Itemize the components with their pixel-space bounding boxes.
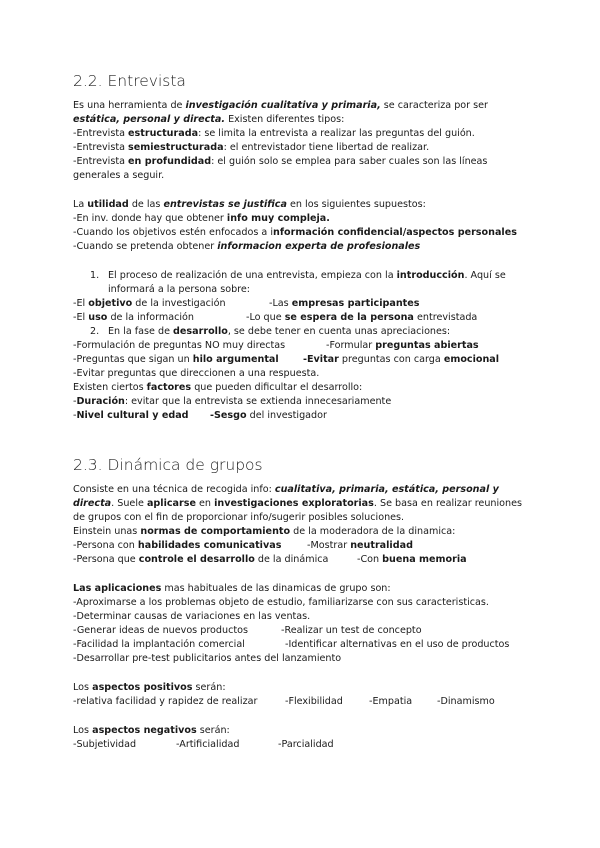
list-item: -Aproximarse a los problemas objeto de estudio, familiarizarse con sus caracteristicas.: [73, 597, 489, 608]
paragraph-line: directa. Suele aplicarse en investigaciones exploratorias. Se basa en realizar reuniones: [73, 498, 523, 509]
list-item: -Las empresas participantes: [269, 298, 420, 309]
paragraph-line: estática, personal y directa. Existen diferentes tipos:: [73, 114, 345, 125]
list-number: 2.: [90, 326, 100, 337]
list-item: -En inv. donde hay que obtener info muy compleja.: [73, 213, 330, 224]
numbered-item: En la fase de desarrollo, se debe tener en cuenta unas apreciaciones:: [108, 326, 451, 337]
paragraph-line: Es una herramienta de investigación cualitativa y primaria, se caracteriza por ser: [73, 100, 489, 111]
list-item: -Subjetividad: [73, 739, 137, 750]
list-item: -Identificar alternativas en el uso de productos: [285, 639, 510, 650]
section-heading-dinamica-de-grupos: 2.3. Dinámica de grupos: [73, 456, 263, 474]
paragraph-line: La utilidad de las entrevistas se justifica en los siguientes supuestos:: [73, 199, 426, 210]
list-item: -Entrevista en profundidad: el guión solo se emplea para saber cuales son las líneas: [73, 156, 488, 167]
list-item: -Cuando se pretenda obtener informacion experta de profesionales: [73, 241, 421, 252]
paragraph-line: Einstein unas normas de comportamiento de la moderadora de la dinamica:: [73, 526, 456, 537]
paragraph-line: Existen ciertos factores que pueden dificultar el desarrollo:: [73, 382, 363, 393]
paragraph-line: Los aspectos positivos serán:: [73, 682, 226, 693]
list-item: -Duración: evitar que la entrevista se extienda innecesariamente: [73, 396, 392, 407]
list-item: -Desarrollar pre-test publicitarios antes del lanzamiento: [73, 653, 342, 664]
list-item: -Persona que controle el desarrollo de la dinámica: [73, 554, 329, 565]
list-item: -Parcialidad: [278, 739, 334, 750]
list-item: -Empatia: [369, 696, 413, 707]
paragraph-line: generales a seguir.: [73, 170, 165, 181]
list-item: -Entrevista estructurada: se limita la entrevista a realizar las preguntas del guión.: [73, 128, 475, 139]
list-item: -El uso de la información: [73, 312, 194, 323]
list-item: -Determinar causas de variaciones en las ventas.: [73, 611, 311, 622]
list-item: -Cuando los objetivos estén enfocados a información confidencial/aspectos personales: [73, 227, 517, 238]
list-item: -Sesgo del investigador: [210, 410, 327, 421]
list-item: -El objetivo de la investigación: [73, 298, 226, 309]
list-item: -Dinamismo: [437, 696, 495, 707]
list-item: -relativa facilidad y rapidez de realizar: [73, 696, 258, 707]
list-item: -Mostrar neutralidad: [307, 540, 413, 551]
list-item: -Preguntas que sigan un hilo argumental: [73, 354, 279, 365]
numbered-item-continuation: informará a la persona sobre:: [108, 284, 251, 295]
paragraph-line: Las aplicaciones mas habituales de las dinamicas de grupo son:: [73, 583, 391, 594]
paragraph-line: de grupos con el fin de proporcionar info/sugerir posibles soluciones.: [73, 512, 405, 523]
list-item: -Artificialidad: [176, 739, 240, 750]
list-item: -Entrevista semiestructurada: el entrevistador tiene libertad de realizar.: [73, 142, 430, 153]
section-heading-entrevista: 2.2. Entrevista: [73, 72, 186, 90]
numbered-item: El proceso de realización de una entrevista, empieza con la introducción. Aquí se: [108, 270, 506, 281]
list-item: -Generar ideas de nuevos productos: [73, 625, 249, 636]
list-item: -Facilidad la implantación comercial: [73, 639, 245, 650]
list-item: -Formular preguntas abiertas: [326, 340, 479, 351]
list-item: -Nivel cultural y edad: [73, 410, 189, 421]
list-item: -Formulación de preguntas NO muy directas: [73, 340, 286, 351]
list-number: 1.: [90, 270, 100, 281]
list-item: -Lo que se espera de la persona entrevistada: [246, 312, 478, 323]
list-item: -Evitar preguntas con carga emocional: [303, 354, 500, 365]
list-item: -Evitar preguntas que direccionen a una respuesta.: [73, 368, 320, 379]
list-item: -Persona con habilidades comunicativas: [73, 540, 282, 551]
list-item: -Con buena memoria: [357, 554, 467, 565]
paragraph-line: Los aspectos negativos serán:: [73, 725, 230, 736]
list-item: -Flexibilidad: [285, 696, 343, 707]
list-item: -Realizar un test de concepto: [281, 625, 422, 636]
paragraph-line: Consiste en una técnica de recogida info: cualitativa, primaria, estática, personal y: [73, 484, 499, 495]
